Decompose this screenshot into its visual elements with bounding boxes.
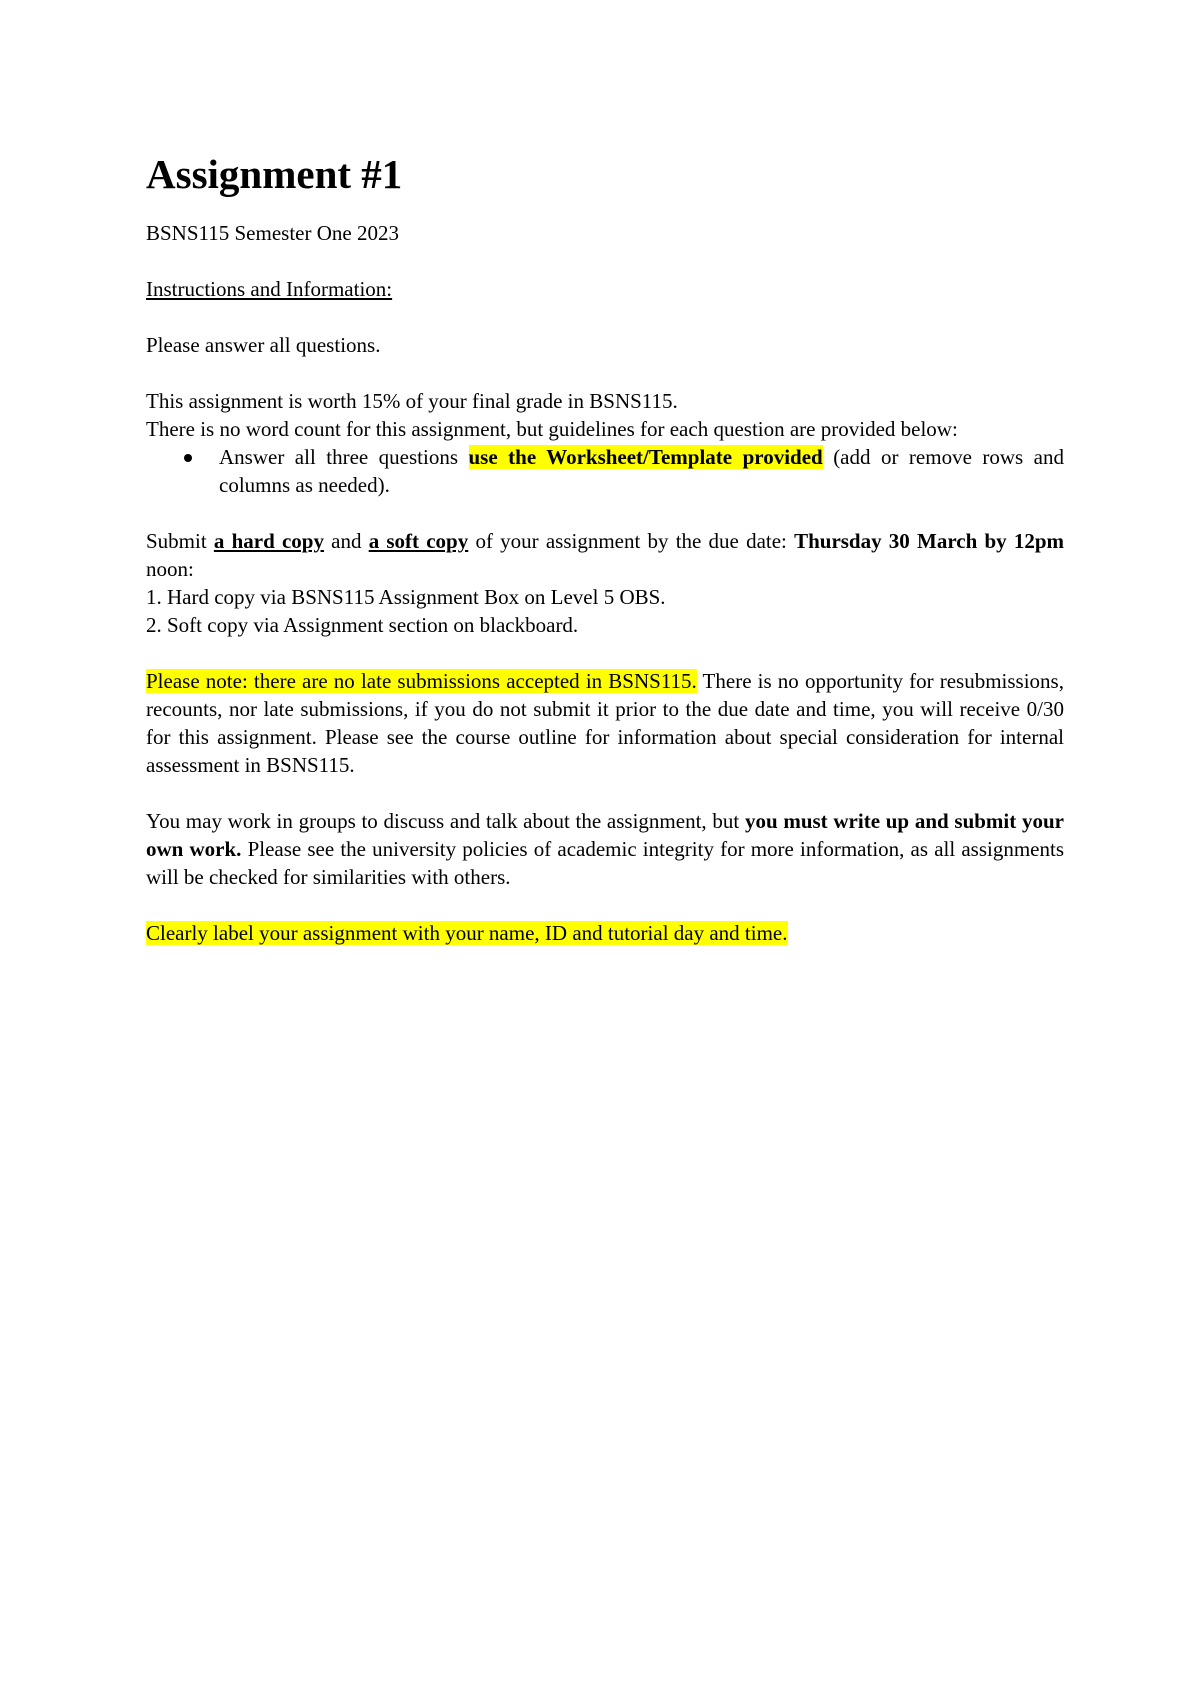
submit-text-1: Submit xyxy=(146,529,214,553)
step-hard-copy: 1. Hard copy via BSNS115 Assignment Box on Level 5 OBS. xyxy=(146,585,666,609)
step-soft-copy: 2. Soft copy via Assignment section on blackboard. xyxy=(146,613,579,637)
bullet-suffix: (add or remove rows and columns as needed). xyxy=(219,445,1064,497)
instructions-heading: Instructions and Information: xyxy=(146,277,393,301)
late-submission-rest: There is no opportunity for resubmissions, recounts, nor late submissions, if you do not submit it prior to the due date and time, you will receive 0/30 for this assignment. Please see the course outline for information about special consideration for internal assessment in BSNS115. xyxy=(146,669,1064,777)
groups-text-1: You may work in groups to discuss and talk about the assignment, but xyxy=(146,809,745,833)
groups-paragraph xyxy=(146,807,1064,891)
submit-text-3: of your assignment by the due date: xyxy=(468,529,795,553)
hard-copy-text: a hard copy xyxy=(213,529,324,553)
groups-text-2: Please see the university policies of academic integrity for more information, as all assignments will be checked for similarities with others. xyxy=(146,837,1064,889)
worksheet-highlight: use the Worksheet/Template provided xyxy=(468,445,823,469)
submit-text-4: noon: xyxy=(146,557,194,581)
document-body xyxy=(146,148,1064,947)
course-line: BSNS115 Semester One 2023 xyxy=(146,221,399,245)
bullet-prefix: Answer all three questions xyxy=(219,445,469,469)
list-item xyxy=(146,443,1064,499)
submit-text-2: and xyxy=(323,529,369,553)
answer-all-line: Please answer all questions. xyxy=(146,333,381,357)
late-submission-highlight: Please note: there are no late submissions accepted in BSNS115. xyxy=(146,669,697,693)
late-submission-paragraph xyxy=(146,667,1064,779)
word-count-line: There is no word count for this assignment, but guidelines for each question are provided below: xyxy=(146,417,958,441)
label-highlight: Clearly label your assignment with your name, ID and tutorial day and time. xyxy=(146,921,788,945)
label-paragraph xyxy=(146,919,1064,947)
submit-paragraph xyxy=(146,527,1064,583)
own-work-text: you must write up and submit your own work. xyxy=(146,809,1064,861)
document-title: Assignment #1 xyxy=(146,151,403,197)
bullet-dot-icon xyxy=(184,454,192,462)
worth-line: This assignment is worth 15% of your final grade in BSNS115. xyxy=(146,389,678,413)
bullet-list xyxy=(146,443,1064,499)
soft-copy-text: a soft copy xyxy=(368,529,469,553)
due-date-text: Thursday 30 March by 12pm xyxy=(794,529,1065,553)
